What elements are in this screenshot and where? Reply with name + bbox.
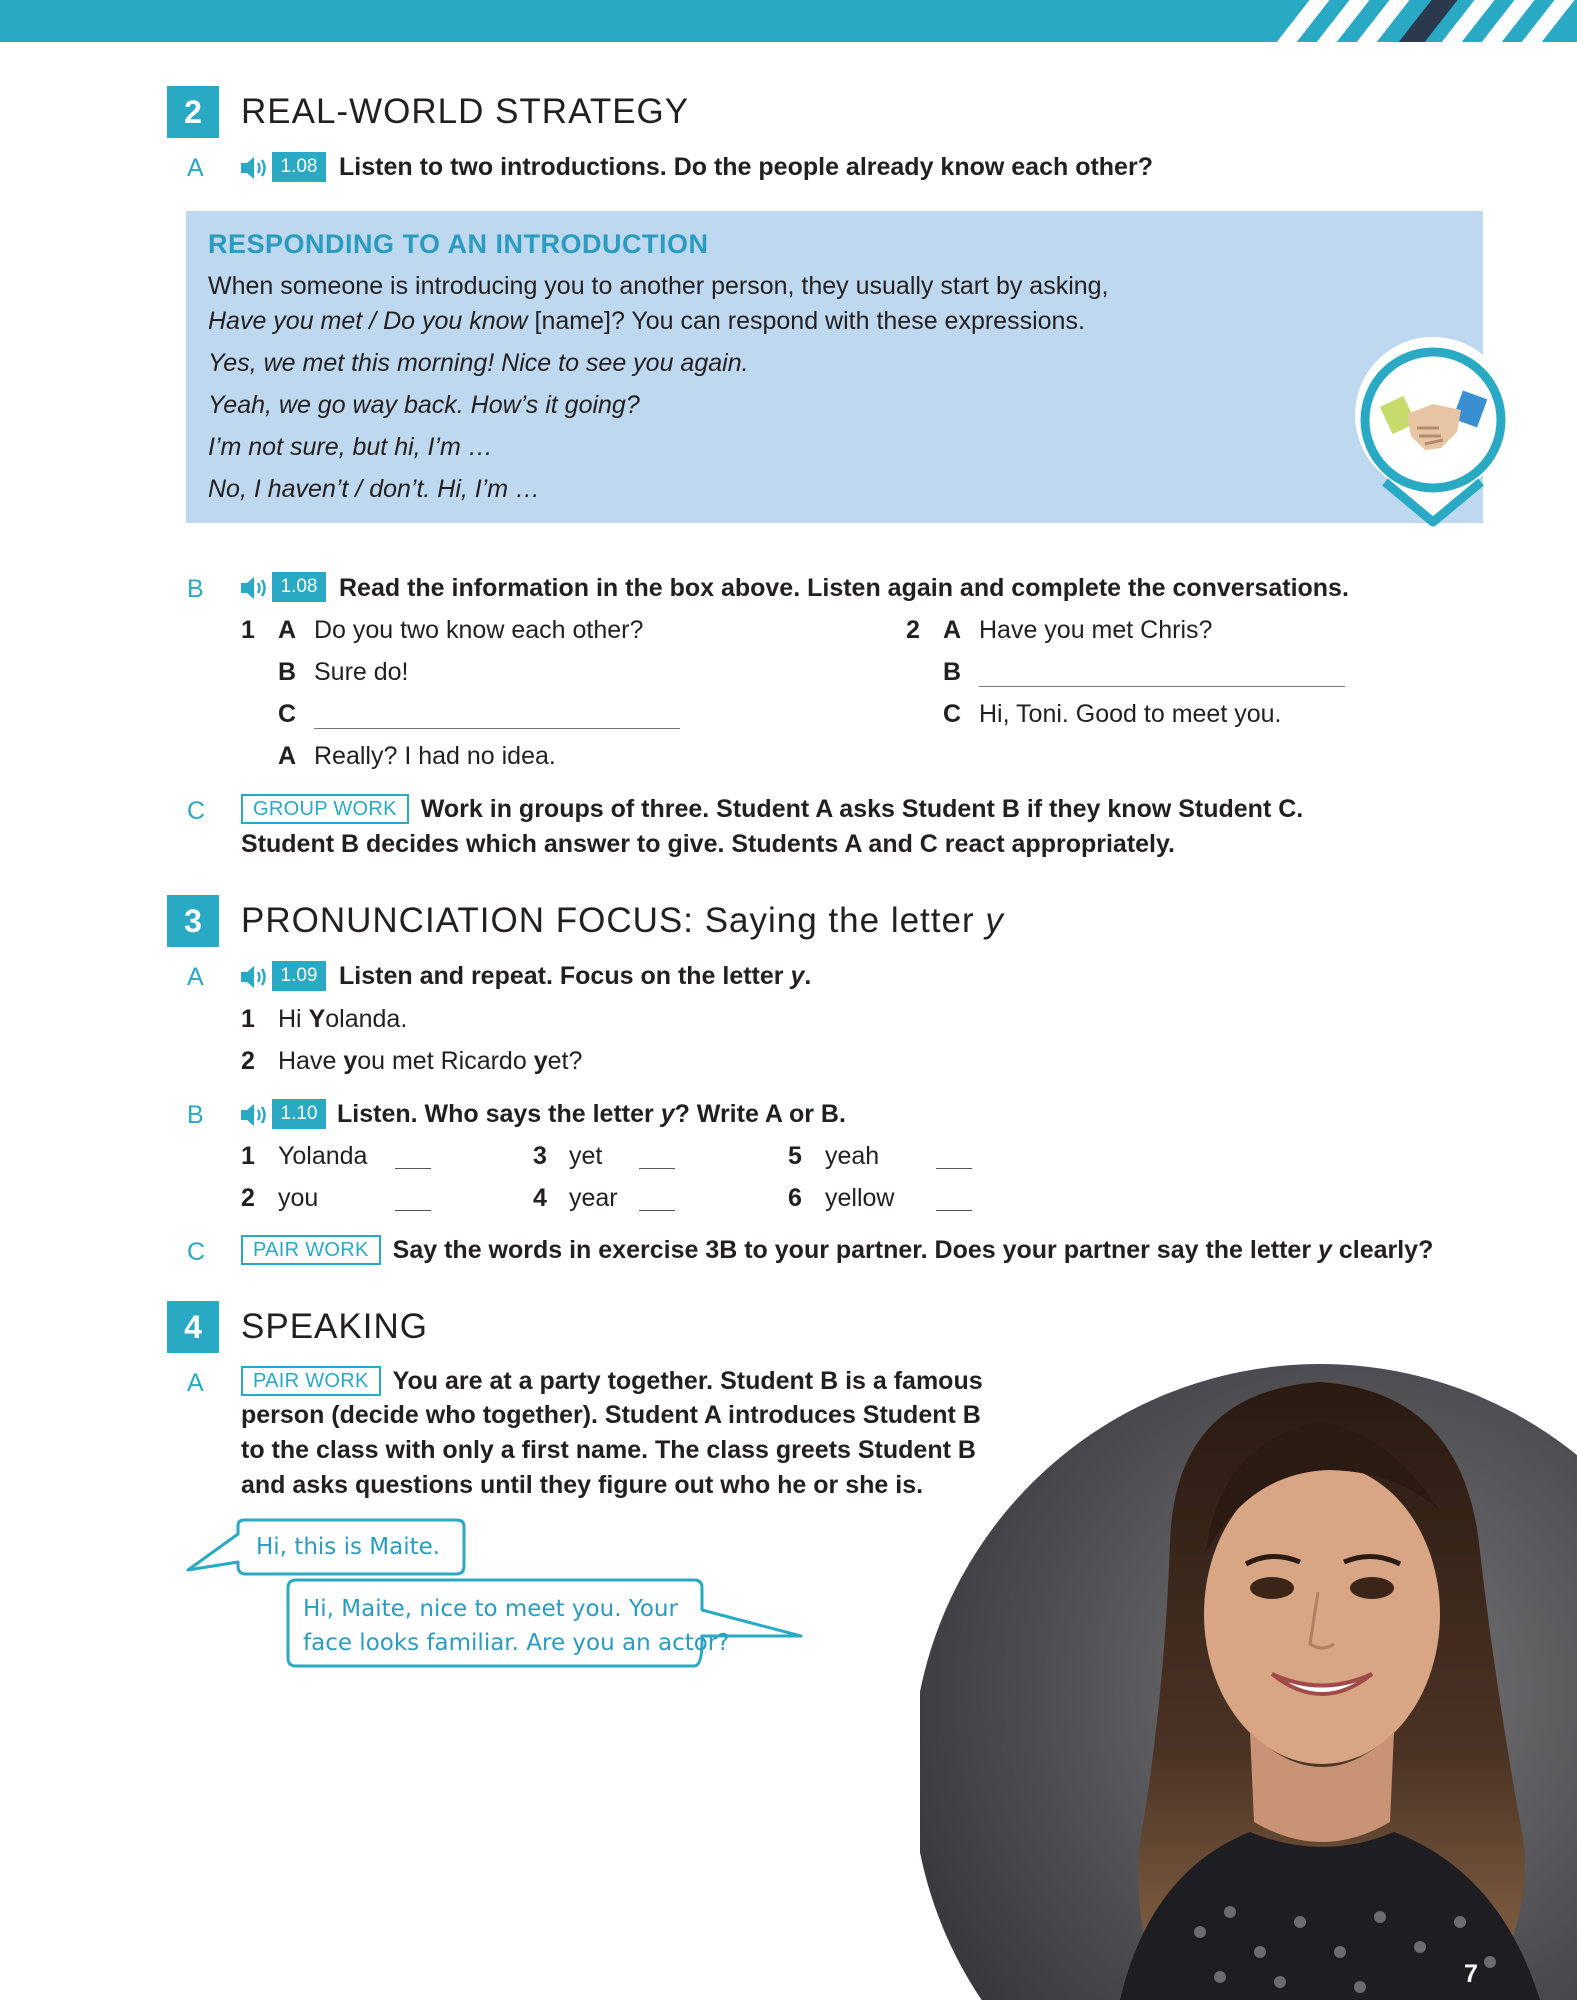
- exercise-instruction: and asks questions until they figure out who he or she is.: [241, 1471, 924, 1499]
- page-number: 7: [1464, 1960, 1478, 1988]
- section-title: REAL-WORLD STRATEGY: [241, 92, 690, 131]
- instruction-italic: y: [790, 962, 805, 990]
- speaker-label: C: [943, 700, 962, 728]
- speaker-label: B: [278, 658, 297, 686]
- answer-blank[interactable]: [979, 686, 1345, 687]
- sentence-part: ou met Ricardo: [357, 1047, 534, 1075]
- section-number: 4: [167, 1301, 219, 1353]
- repeat-sentence: [278, 1005, 407, 1034]
- word-item: year: [569, 1184, 618, 1212]
- exercise-letter: A: [187, 154, 204, 182]
- exercise-instruction: person (decide who together). Student A introduces Student B: [241, 1401, 981, 1429]
- section-number: 3: [167, 895, 219, 947]
- answer-blank[interactable]: [395, 1168, 431, 1169]
- speaker-icon: [239, 964, 269, 990]
- instruction-text: Say the words in exercise 3B to your partner. Does your partner say the letter: [392, 1236, 1318, 1264]
- strategy-text-rest: [name]? You can respond with these expressions.: [527, 307, 1085, 335]
- speaker-icon: [239, 1102, 269, 1128]
- answer-blank[interactable]: [936, 1210, 972, 1211]
- instruction-end: clearly?: [1331, 1236, 1434, 1264]
- exercise-letter: B: [187, 1101, 204, 1129]
- dialogue-line: Do you two know each other?: [314, 616, 644, 644]
- track-number: 1.10: [272, 1099, 326, 1129]
- instruction-end: .: [804, 962, 812, 990]
- speaker-label: A: [943, 616, 962, 644]
- exercise-instruction: Student B decides which answer to give. Students A and C react appropriately.: [241, 830, 1175, 858]
- exercise-letter: B: [187, 575, 204, 603]
- strategy-text: When someone is introducing you to another person, they usually start by asking,: [208, 272, 1109, 300]
- strategy-text: [208, 307, 1085, 336]
- handshake-icon: [1345, 332, 1521, 528]
- expression: [208, 433, 493, 462]
- strategy-text-italic: Have you met / Do you know: [208, 307, 528, 335]
- sentence-part: Have: [278, 1047, 344, 1075]
- speaker-label: A: [278, 742, 297, 770]
- exercise-letter: C: [187, 797, 206, 825]
- item-number: 6: [788, 1184, 802, 1212]
- group-work-tag: GROUP WORK: [241, 794, 409, 824]
- exercise-instruction: to the class with only a first name. The class greets Student B: [241, 1436, 976, 1464]
- exercise-instruction: [241, 794, 1303, 824]
- audio-track-button[interactable]: [239, 961, 327, 991]
- audio-track-button[interactable]: [239, 152, 327, 182]
- word-item: yet: [569, 1142, 603, 1170]
- speaker-label: A: [278, 616, 297, 644]
- word-item: yellow: [825, 1184, 895, 1212]
- word-item: you: [278, 1184, 319, 1212]
- section-title-italic: y: [985, 901, 1004, 940]
- speaker-icon: [239, 155, 269, 181]
- word-item: Yolanda: [278, 1142, 368, 1170]
- instruction-text: You are at a party together. Student B is a famous: [392, 1367, 983, 1395]
- item-number: 1: [241, 1142, 255, 1170]
- sentence-part: Hi: [278, 1005, 309, 1033]
- conversation-number: 2: [906, 616, 920, 644]
- sentence-highlight: Y: [308, 1005, 326, 1033]
- instruction-italic: y: [660, 1100, 675, 1128]
- audio-track-button[interactable]: [239, 572, 327, 602]
- track-number: 1.09: [272, 961, 326, 991]
- answer-blank[interactable]: [936, 1168, 972, 1169]
- exercise-instruction: [337, 1100, 846, 1129]
- expression: [208, 475, 540, 504]
- speaker-label: B: [943, 658, 962, 686]
- dialogue-line: Have you met Chris?: [979, 616, 1213, 644]
- instruction-text: Work in groups of three. Student A asks Student B if they know Student C.: [420, 795, 1304, 823]
- instruction-text: Listen. Who says the letter: [337, 1100, 661, 1128]
- track-number: 1.08: [272, 152, 326, 182]
- exercise-letter: A: [187, 963, 204, 991]
- bubble-text: Hi, this is Maite.: [256, 1534, 441, 1560]
- strategy-box: [186, 211, 1483, 523]
- exercise-instruction: [241, 1366, 983, 1396]
- item-number: 5: [788, 1142, 802, 1170]
- portrait-photo: [920, 1352, 1577, 2000]
- expression-text: I’m not sure, but hi, I’m …: [208, 433, 493, 461]
- answer-blank[interactable]: [314, 728, 680, 729]
- bubble-text: Hi, Maite, nice to meet you. Your: [303, 1596, 678, 1622]
- repeat-sentence: [278, 1047, 582, 1076]
- word-item: yeah: [825, 1142, 880, 1170]
- dialogue-line: Sure do!: [314, 658, 409, 686]
- answer-blank[interactable]: [395, 1210, 431, 1211]
- section-title-text: PRONUNCIATION FOCUS: Saying the letter: [241, 901, 986, 940]
- sentence-highlight: y: [533, 1047, 548, 1075]
- item-number: 3: [533, 1142, 547, 1170]
- strategy-heading: RESPONDING TO AN INTRODUCTION: [208, 229, 709, 259]
- portrait-illustration: [920, 1352, 1577, 2000]
- track-number: 1.08: [272, 572, 326, 602]
- section-title: SPEAKING: [241, 1307, 428, 1346]
- exercise-instruction: Listen to two introductions. Do the people already know each other?: [339, 153, 1153, 181]
- pair-work-tag: PAIR WORK: [241, 1235, 381, 1265]
- item-number: 4: [533, 1184, 547, 1212]
- sentence-highlight: y: [343, 1047, 358, 1075]
- speaker-label: C: [278, 700, 297, 728]
- exercise-instruction: [339, 962, 811, 991]
- conversation-number: 1: [241, 616, 255, 644]
- exercise-letter: A: [187, 1369, 204, 1397]
- exercise-instruction: [241, 1235, 1433, 1265]
- bubble-text: face looks familiar. Are you an actor?: [303, 1630, 730, 1656]
- dialogue-line: Really? I had no idea.: [314, 742, 556, 770]
- expression-text: No, I haven’t / don’t. Hi, I’m …: [208, 475, 541, 503]
- item-number: 2: [241, 1047, 255, 1075]
- item-number: 2: [241, 1184, 255, 1212]
- dialogue-line: Hi, Toni. Good to meet you.: [979, 700, 1282, 728]
- audio-track-button[interactable]: [239, 1099, 327, 1129]
- instruction-text: Listen and repeat. Focus on the letter: [339, 962, 791, 990]
- top-banner: [0, 0, 1577, 42]
- section-number: 2: [167, 86, 219, 138]
- answer-blank[interactable]: [639, 1168, 675, 1169]
- exercise-letter: C: [187, 1238, 206, 1266]
- instruction-italic: y: [1318, 1236, 1332, 1264]
- expression: [208, 391, 640, 420]
- sentence-part: et?: [547, 1047, 583, 1075]
- expression-text: Yes, we met this morning! Nice to see you again.: [208, 349, 749, 377]
- sentence-part: olanda.: [325, 1005, 408, 1033]
- expression-text: Yeah, we go way back. How’s it going?: [208, 391, 640, 419]
- expression: [208, 349, 749, 378]
- exercise-instruction: Read the information in the box above. Listen again and complete the conversations.: [339, 574, 1349, 602]
- item-number: 1: [241, 1005, 255, 1033]
- answer-blank[interactable]: [639, 1210, 675, 1211]
- pair-work-tag: PAIR WORK: [241, 1366, 381, 1396]
- section-title: [241, 901, 1004, 941]
- speaker-icon: [239, 575, 269, 601]
- instruction-end: ? Write A or B.: [674, 1100, 846, 1128]
